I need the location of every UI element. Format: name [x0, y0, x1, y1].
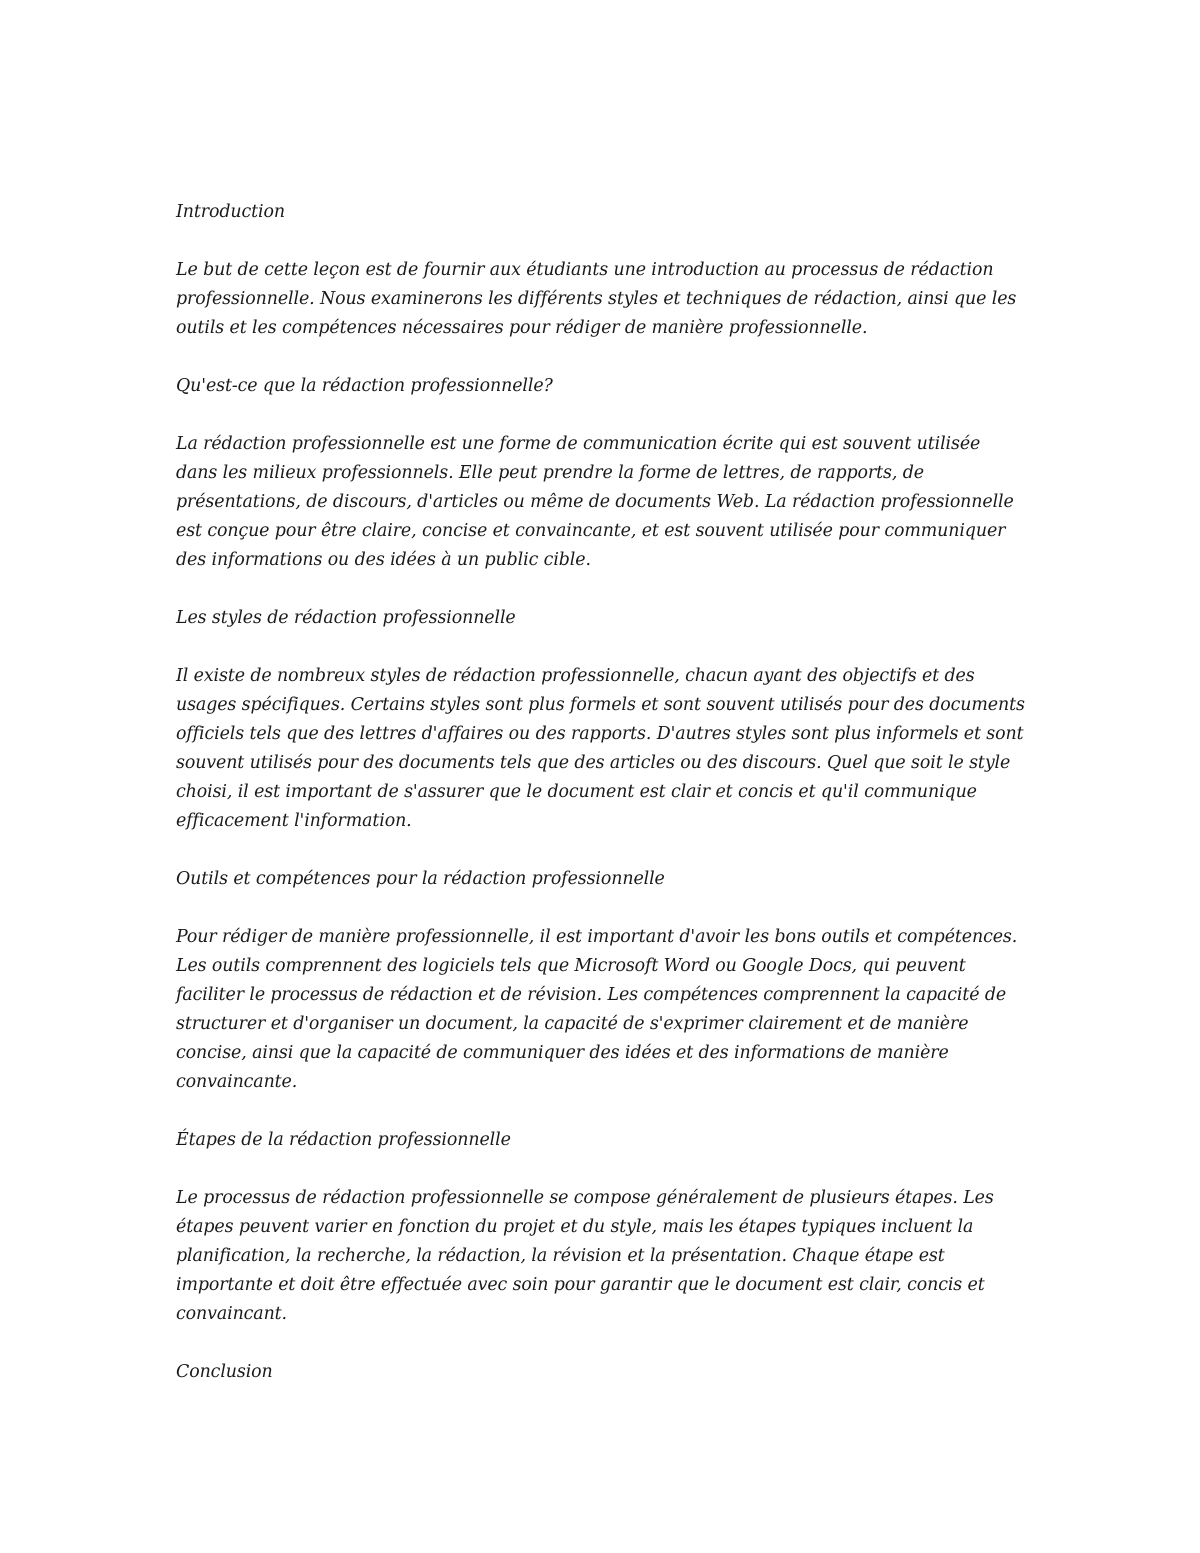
section-heading-styles: Les styles de rédaction professionnelle: [176, 608, 516, 628]
document-body: [176, 198, 1026, 1416]
section-paragraph-definition: La rédaction professionnelle est une forme de communication écrite qui est souvent utilisée dans les milieux professionnels. Elle peut prendre la forme de lettres, de rapports, de présentations, de discours, d'articles ou même de documents Web. La rédaction professionnelle est conçue pour être claire, concise et convaincante, et est souvent utilisée pour communiquer des informations ou des idées à un public cible.: [176, 434, 1014, 570]
section-heading-tools: Outils et compétences pour la rédaction professionnelle: [176, 869, 665, 889]
section-heading-conclusion: Conclusion: [176, 1362, 273, 1382]
section-paragraph-steps: Le processus de rédaction professionnelle se compose généralement de plusieurs étapes. Les étapes peuvent varier en fonction du projet et du style, mais les étapes typiques incluent la planification, la recherche, la rédaction, la révision et la présentation. Chaque étape est importante et doit être effectuée avec soin pour garantir que le document est clair, concis et convaincant.: [176, 1188, 994, 1324]
section-paragraph-tools: Pour rédiger de manière professionnelle, il est important d'avoir les bons outils et compétences. Les outils comprennent des logiciels tels que Microsoft Word ou Google Docs, qui peuvent faciliter le processus de rédaction et de révision. Les compétences comprennent la capacité de structurer et d'organiser un document, la capacité de s'exprimer clairement et de manière concise, ainsi que la capacité de communiquer des idées et des informations de manière convaincante.: [176, 927, 1018, 1092]
section-heading-steps: Étapes de la rédaction professionnelle: [176, 1130, 511, 1150]
section-heading-definition: Qu'est-ce que la rédaction professionnelle?: [176, 376, 553, 396]
section-paragraph-styles: Il existe de nombreux styles de rédaction professionnelle, chacun ayant des objectifs et des usages spécifiques. Certains styles sont plus formels et sont souvent utilisés pour des documents officiels tels que des lettres d'affaires ou des rapports. D'autres styles sont plus informels et sont souvent utilisés pour des documents tels que des articles ou des discours. Quel que soit le style choisi, il est important de s'assurer que le document est clair et concis et qu'il communique efficacement l'information.: [176, 666, 1025, 831]
section-paragraph-introduction: Le but de cette leçon est de fournir aux étudiants une introduction au processus de rédaction professionnelle. Nous examinerons les différents styles et techniques de rédaction, ainsi que les outils et les compétences nécessaires pour rédiger de manière professionnelle.: [176, 260, 1017, 338]
section-heading-introduction: Introduction: [176, 202, 285, 222]
